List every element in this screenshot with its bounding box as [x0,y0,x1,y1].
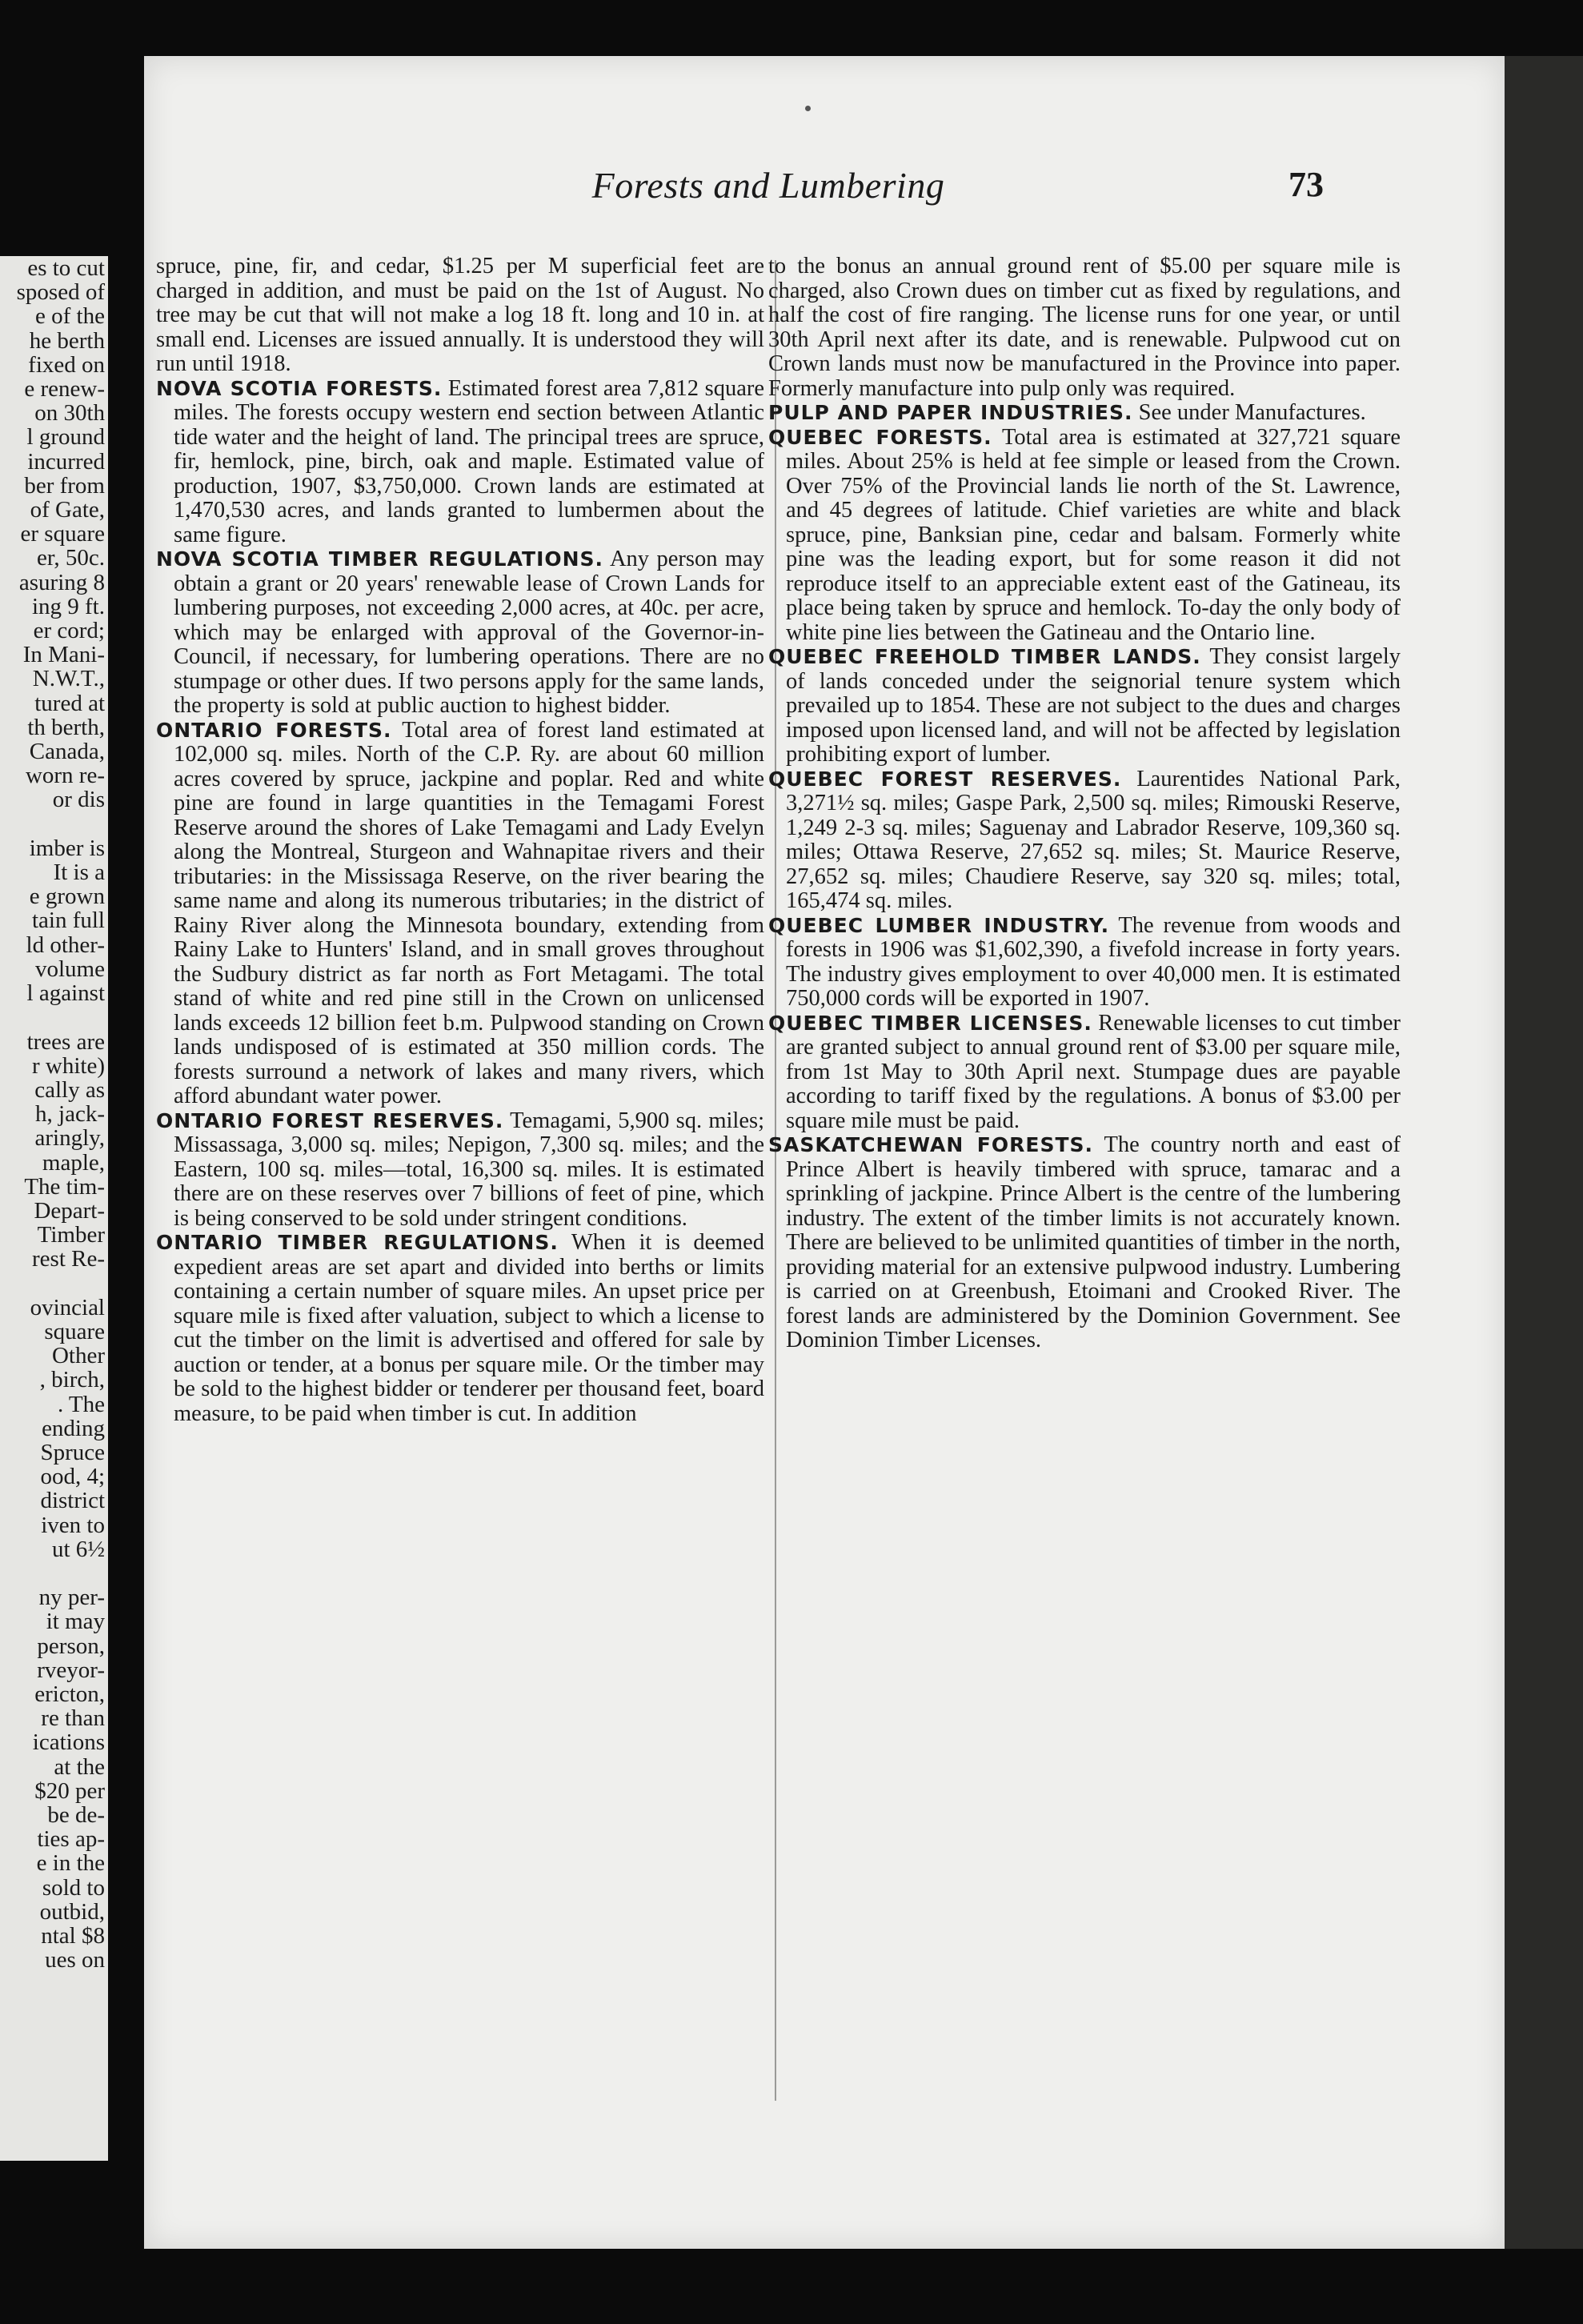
entry-heading: NOVA SCOTIA FORESTS. [156,376,443,400]
entry-heading: QUEBEC FREEHOLD TIMBER LANDS. [768,645,1201,668]
entry-heading: SASKATCHEWAN FORESTS. [768,1133,1094,1156]
entry-text: The revenue from woods and forests in 1906 was $1,602,390, a fivefold increase in forty years. The industry gives employment to over 40,000 men. It is estimated 750,000 cords will be exported in 1907. [786,912,1401,1011]
previous-page-line: , birch, [39,1367,105,1393]
previous-page-line: he berth [29,327,105,354]
previous-page-line: ber from [24,472,105,499]
previous-page-line: it may [46,1609,105,1635]
previous-page-line: er, 50c. [37,545,105,571]
previous-page-line: Canada, [29,739,105,765]
previous-page-line: maple, [42,1149,105,1176]
previous-page-line [0,1272,108,1296]
entry-text: When it is deemed expedient areas are set apart and divided into berths or limits containing a certain number of square miles. An upset price per square mile is fixed after valuation, subject to which a license to cut the timber on the limit is advertised and offered for sale by auction or tender, at a bonus per square mile. Or the timber may be sold to the highest bidder or tenderer per thousand feet, board measure, to be paid when timber is cut. In addition [174,1230,764,1426]
previous-page-line: e grown [29,884,105,910]
previous-page-line: rveyor- [37,1657,105,1683]
previous-page-line: outbid, [39,1898,105,1925]
previous-page-line: or dis [52,787,105,813]
previous-page-line: ing 9 ft. [31,593,105,619]
entry-heading: NOVA SCOTIA TIMBER REGULATIONS. [156,547,604,571]
previous-page-line: Depart- [34,1197,105,1224]
entry-text: Temagami, 5,900 sq. miles; Missassaga, 3,000 sq. miles; Nepigon, 7,300 sq. miles; and the Eastern, 100 sq. miles—total, 16,300 sq. miles. It is estimated there are on these reserves over 7 billions of feet of pine, which is being conserved to be sold under stringent conditions. [174,1108,764,1231]
right-column-lead: to the bonus an annual ground rent of $5.00 per square mile is charged, also Crown dues on timber cut as fixed by regulations, and half the cost of fire ranging. The license runs for one year, or until 30th April next after its date, and is renewable. Pulpwood cut on Crown lands must now be manufactured in the Province into paper. Formerly manufacture into pulp only was required. [768,254,1401,401]
right-column [768,254,1401,1353]
previous-page-line: e of the [35,303,105,330]
previous-page-line: The tim- [24,1173,105,1200]
previous-page-line: asuring 8 [18,569,105,595]
previous-page-line: e in the [36,1850,105,1877]
entry-ontario-forest-reserves [156,1109,764,1232]
previous-page-line: worn re- [25,763,105,789]
left-column [156,254,764,1426]
previous-page-line: be de- [47,1802,105,1828]
entry-text: Total area of forest land estimated at 102,000 sq. miles. North of the C.P. Ry. are about 60 million acres covered by spruce, jackpine and poplar. Red and white pine are found in large quantities in the Temagami Forest Reserve around the shores of Lake Temagami and Lady Evelyn along the Montreal, Sturgeon and Wahnapitae rivers and their tributaries: in the Mississaga Reserve, on the river bearing the same name and along its numerous tributaries; in the district of Rainy River along the Minnesota boundary, extending from Rainy Lake to Hunters' Island, and in small groves throughout the Sudbury district as far north as Fort Metagami. The total stand of white and red pine still in the Crown on unlicensed lands exceeds 12 billion feet b.m. Pulpwood standing on Crown lands undisposed of is estimated at 350 million cords. The forests surround a network of lakes and many rivers, which afford abundant water power. [174,717,764,1108]
previous-page-line: cally as [34,1076,105,1103]
previous-page-line: sold to [42,1874,105,1901]
previous-page-line: Other [51,1343,105,1369]
entry-text: Any person may obtain a grant or 20 years' renewable lease of Crown Lands for lumbering purposes, not exceeding 2,000 acres, at 40c. per acre, which may be enlarged with approval of the Governor-in-Council, if necessary, for lumbering operations. There are no stumpage or other dues. If two persons apply for the same lands, the property is sold at public auction to highest bidder. [174,547,764,718]
entry-heading: QUEBEC FOREST RESERVES. [768,767,1122,791]
previous-page-line: es to cut [27,256,105,281]
previous-page-line: tured at [34,690,105,716]
entry-heading: PULP AND PAPER INDUSTRIES. [768,401,1133,424]
previous-page-line [0,812,108,836]
entry-text: See under Manufactures. [1138,400,1366,425]
previous-page-line: ntal $8 [41,1923,105,1949]
previous-page-line: ld other- [26,932,105,958]
previous-page-line: imber is [29,835,105,861]
previous-page-line: fixed on [28,351,105,378]
previous-page-line: Timber [37,1222,105,1248]
previous-page-line: l ground [26,424,105,451]
previous-page-line: th berth, [27,714,105,740]
previous-page-line [0,1005,108,1029]
previous-page-line [0,1561,108,1585]
previous-page-line: ties ap- [37,1826,105,1853]
previous-page-line: ny per- [38,1585,105,1611]
previous-page-line: er cord; [33,618,105,644]
previous-page-line: aringly, [34,1125,105,1152]
entry-heading: QUEBEC TIMBER LICENSES. [768,1011,1092,1035]
entry-saskatchewan-forests [768,1133,1401,1353]
previous-page-line: incurred [27,448,105,475]
entry-nova-scotia-forests [156,377,764,548]
left-column-lead: spruce, pine, fir, and cedar, $1.25 per M superficial feet are charged in addition, and must be paid on the 1st of August. No tree may be cut that will not make a log 18 ft. long and 10 in. at small end. Licenses are issued annually. It is understood they will run until 1918. [156,254,764,376]
entry-pulp-and-paper-industries [768,401,1401,426]
previous-page-line: er square [20,521,105,547]
previous-page-line: iven to [41,1512,105,1538]
entry-heading: ONTARIO FORESTS. [156,718,392,742]
running-header-title: Forests and Lumbering [591,165,945,206]
previous-page-line: of Gate, [30,497,105,523]
previous-page-line: ications [32,1729,105,1756]
previous-page-line: ending [42,1415,105,1441]
previous-page-line: on 30th [34,400,105,427]
entry-heading: QUEBEC FORESTS. [768,425,992,449]
previous-page-line: tain full [31,908,105,934]
entry-text: Estimated forest area 7,812 square miles. The forests occupy western end section between Atlantic tide water and the height of land. The principal trees are spruce, fir, hemlock, pine, birch, oak and maple. Estimated value of production, 1907, $3,750,000. Crown lands are estimated at 1,470,530 acres, and lands granted to lumbermen about the same figure. [174,375,764,547]
entry-quebec-lumber-industry [768,914,1401,1012]
entry-text: They consist largely of lands conceded under the seignorial tenure system which prevailed up to 1854. These are not subject to the dues and charges imposed upon licensed land, and will not be affected by legislation prohibiting export of lumber. [786,644,1401,767]
entry-quebec-timber-licenses [768,1012,1401,1134]
entry-text: Laurentides National Park, 3,271½ sq. miles; Gaspe Park, 2,500 sq. miles; Rimouski Reserve, 1,249 2-3 sq. miles; Saguenay and Labrador Reserve, 109,360 sq. miles; Ottawa Reserve, 27,652 sq. miles; St. Maurice Reserve, 27,652 sq. miles; Chaudiere Reserve, say 320 sq. miles; total, 165,474 sq. miles. [786,766,1401,913]
entry-quebec-freehold-timber-lands [768,645,1401,767]
entry-quebec-forests [768,426,1401,646]
previous-page-edge [0,256,108,2161]
entry-ontario-forests [156,719,764,1109]
previous-page-line: e renew- [24,376,105,403]
previous-page-line: Spruce [40,1439,105,1465]
entry-nova-scotia-timber-regulations [156,547,764,719]
previous-page-line: re than [41,1705,105,1732]
previous-page-line: square [44,1318,105,1344]
previous-page-line: sposed of [16,279,105,306]
previous-page-line: trees are [26,1028,105,1055]
previous-page-line: ues on [45,1947,105,1973]
previous-page-line: person, [37,1633,105,1659]
previous-page-line: at the [54,1753,105,1780]
previous-page-line: ood, 4; [40,1464,105,1490]
previous-page-line: rest Re- [32,1246,105,1272]
previous-page-line: . The [57,1391,105,1417]
entry-heading: ONTARIO TIMBER REGULATIONS. [156,1231,559,1254]
previous-page-line: r white) [32,1052,105,1079]
entry-quebec-forest-reserves [768,767,1401,914]
previous-page-line: volume [35,956,105,982]
entry-ontario-timber-regulations [156,1231,764,1426]
previous-page-line: In Mani- [22,642,105,668]
entry-heading: QUEBEC LUMBER INDUSTRY. [768,913,1110,937]
previous-page-line: $20 per [34,1777,105,1804]
entry-heading: ONTARIO FOREST RESERVES. [156,1108,504,1132]
book-spine [1505,56,1583,2249]
entry-text: The country north and east of Prince Albert is heavily timbered with spruce, tamarac and a sprinkling of jackpine. Prince Albert is the centre of the lumbering industry. The extent of the timber limits is not accurately known. There are believed to be unlimited quantities of timber in the north, providing material for an extensive pulpwood industry. Lumbering is carried on at Greenbush, Etoimani and Crooked River. The forest lands are administered by the Dominion Government. See Dominion Timber Licenses. [786,1132,1401,1352]
previous-page-line: district [40,1488,105,1514]
previous-page-line: h, jack- [35,1101,105,1128]
previous-page-line: ericton, [34,1681,105,1707]
speck [805,106,811,111]
previous-page-line: ut 6½ [51,1536,105,1562]
previous-page-line: N.W.T., [32,666,105,692]
previous-page-line: l against [26,980,105,1007]
previous-page-line: It is a [53,859,105,886]
entry-text: Renewable licenses to cut timber are granted subject to annual ground rent of $3.00 per square mile, from 1st May to 30th April next. Stumpage dues are payable according to tariff fixed by the regulations. A bonus of $3.00 per square mile must be paid. [786,1010,1401,1133]
entry-text: Total area is estimated at 327,721 square miles. About 25% is held at fee simple or leased from the Crown. Over 75% of the Provincial lands lie north of the St. Lawrence, and 45 degrees of latitude. Chief varieties are white and black spruce, pine, Banksian pine, cedar and balsam. Formerly white pine was the leading export, but for some reason it did not reproduce itself to an appreciable extent east of the Gatineau, its place being taken by spruce and hemlock. To-day the only body of white pine lies between the Gatineau and the Ontario line. [786,424,1401,645]
previous-page-line: ovincial [30,1294,105,1320]
page-number: 73 [1288,165,1324,204]
